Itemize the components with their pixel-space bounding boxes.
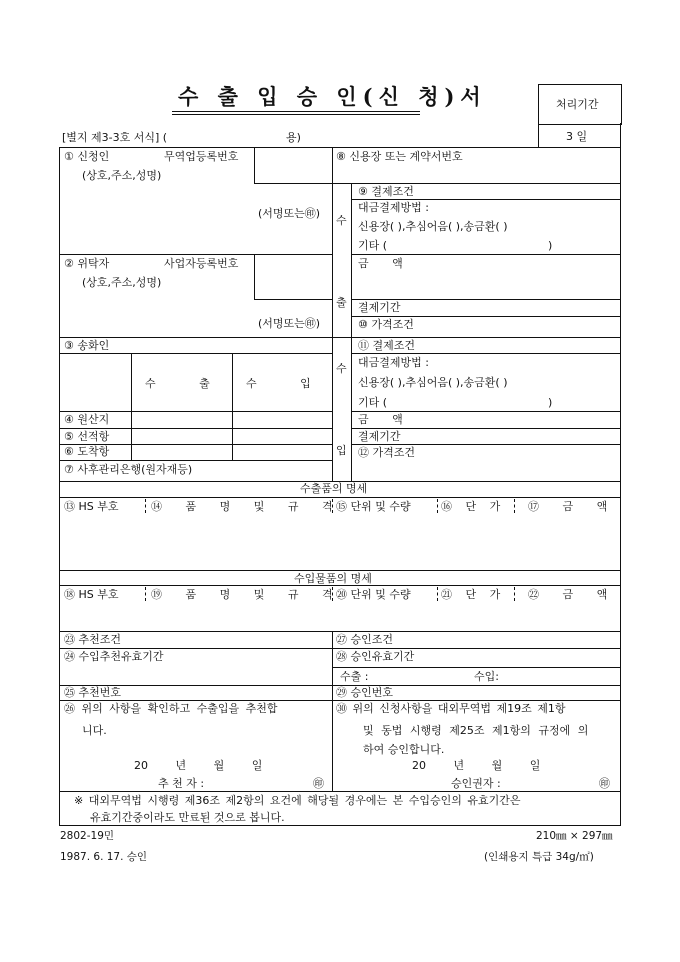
export-col-sep-4 — [514, 499, 515, 513]
import-item-name-header: ⑲ 품 명 및 규 격 — [151, 588, 333, 601]
export-col-sep-1 — [145, 499, 146, 513]
approval-conditions-label: ㉗ 승인조건 — [336, 633, 394, 646]
import-payment-other-close: ) — [548, 396, 553, 409]
form-reference-suffix: 용) — [286, 131, 301, 144]
footer-paper-size: 210㎜ × 297㎜ — [536, 830, 613, 842]
import-col-sep-3 — [437, 587, 438, 601]
bank-top-line — [59, 460, 332, 461]
consignor-reg-box-bottom — [254, 299, 332, 300]
consignor-sub-label: (상호,주소,성명) — [82, 276, 162, 289]
origin-label: ④ 원산지 — [64, 413, 110, 426]
import-payment-terms-label: ⑪ 결제조건 — [358, 339, 416, 352]
consignor-business-reg-label: 사업자등록번호 — [164, 257, 239, 270]
export-col-sep-3 — [437, 499, 438, 513]
processing-box-extension-left — [538, 123, 539, 147]
import-payment-terms-bottom — [351, 353, 620, 354]
footer-paper-type: (인쇄용지 특급 34g/㎡) — [484, 851, 594, 863]
import-side-label-top: 수 — [336, 362, 347, 375]
approver-seal: ㊞ — [599, 777, 610, 790]
validity-import-label: 수입: — [474, 670, 499, 683]
consignor-label: ② 위탁자 — [64, 257, 110, 270]
shipper-export-column: 수 출 — [145, 377, 210, 390]
loading-port-label: ⑤ 선적항 — [64, 430, 110, 443]
export-price-terms-top-line — [351, 316, 620, 317]
footer-form-number: 2802-19민 — [60, 830, 115, 842]
arrival-port-label: ⑥ 도착항 — [64, 445, 110, 458]
import-unit-qty-header: ⑳ 단위 및 수량 — [336, 588, 411, 601]
import-amount-top-line — [351, 411, 620, 412]
frame-right-line — [620, 147, 621, 825]
form-reference: [별지 제3-3호 서식] ( — [62, 131, 168, 144]
export-payment-period-label: 결제기간 — [358, 301, 401, 314]
recommender-seal: ㊞ — [313, 777, 324, 790]
center-divider-lower — [332, 631, 333, 791]
export-period-top-line — [351, 299, 620, 300]
recommendation-statement-line-2: 니다. — [82, 724, 107, 737]
import-col-sep-1 — [145, 587, 146, 601]
export-payment-method-label: 대금결제방법 : — [358, 201, 429, 214]
import-hs-code-header: ⑱ HS 부호 — [64, 588, 119, 601]
applicant-reg-box-left — [254, 147, 255, 183]
consignor-signature: (서명또는㊞) — [258, 317, 321, 330]
applicant-signature: (서명또는㊞) — [258, 207, 321, 220]
applicant-trade-reg-label: 무역업등록번호 — [164, 150, 239, 163]
loading-port-top-line — [59, 428, 332, 429]
processing-period-value: 3 일 — [566, 130, 588, 143]
export-unit-qty-header: ⑮ 단위 및 수량 — [336, 500, 411, 513]
statement-top-line — [59, 700, 621, 701]
lc-contract-number-label: ⑧ 신용장 또는 계약서번호 — [336, 150, 463, 163]
validity-export-import-line — [332, 667, 620, 668]
export-hs-code-header: ⑬ HS 부호 — [64, 500, 119, 513]
shipper-label: ③ 송화인 — [64, 339, 110, 352]
import-price-terms-top-line — [351, 444, 620, 445]
shipper-header-bottom — [59, 353, 332, 354]
import-side-label-bottom: 입 — [336, 444, 347, 457]
recommendation-statement-line-1: ㉖ 위의 사항을 확인하고 수출입을 추천합 — [64, 702, 278, 715]
import-unit-price-header: ㉑ 단 가 — [441, 588, 501, 601]
export-payment-terms-label: ⑨ 결제조건 — [358, 185, 414, 198]
recommender-label: 추 천 자 : — [158, 777, 205, 790]
import-goods-top-line — [59, 570, 621, 571]
export-amount-label: 금 액 — [358, 257, 403, 270]
post-management-bank-label: ⑦ 사후관리은행(원자재등) — [64, 463, 193, 476]
applicant-reg-box-bottom — [254, 183, 332, 184]
shipper-top-line — [59, 337, 332, 338]
approver-label: 승인권자 : — [451, 777, 501, 790]
recommendation-conditions-label: ㉓ 추천조건 — [64, 633, 122, 646]
export-col-sep-2 — [332, 499, 333, 513]
consignor-reg-box-left — [254, 254, 255, 299]
lc-row-bottom — [332, 183, 620, 184]
shipper-import-column: 수 입 — [246, 377, 311, 390]
note-line-1: ※ 대외무역법 시행령 제36조 제2항의 요건에 해당될 경우에는 본 수입승인의 유효기간은 — [74, 794, 521, 807]
origin-top-line — [59, 411, 332, 412]
footer-approval-date: 1987. 6. 17. 승인 — [60, 851, 148, 863]
processing-box-extension-right — [620, 123, 621, 147]
import-goods-heading: 수입물품의 명세 — [294, 572, 372, 585]
applicant-label: ① 신청인 — [64, 150, 110, 163]
import-payment-other: 기타 ( — [358, 396, 388, 409]
import-recommendation-validity-label: ㉔ 수입추천유효기간 — [64, 650, 164, 663]
export-import-side-divider — [351, 183, 352, 481]
title-underline — [172, 111, 420, 112]
import-period-top-line — [351, 428, 620, 429]
validity-export-label: 수출 : — [340, 670, 369, 683]
export-goods-heading: 수출품의 명세 — [300, 482, 368, 495]
export-payment-other-close: ) — [548, 239, 553, 252]
title-underline-2 — [172, 114, 420, 115]
export-side-label-bottom: 출 — [336, 296, 347, 309]
approval-date: 20 년 월 일 — [412, 759, 541, 772]
note-line-2: 유효기간중이라도 만료된 것으로 봅니다. — [90, 811, 285, 824]
export-import-split-line — [332, 337, 620, 338]
export-goods-heading-bottom — [59, 497, 621, 498]
recommendation-date: 20 년 월 일 — [134, 759, 263, 772]
note-top-line — [59, 791, 621, 792]
bottom-section-top-line — [59, 631, 621, 632]
validity-top-line — [59, 648, 621, 649]
export-amount-top-line — [351, 254, 620, 255]
import-col-sep-2 — [332, 587, 333, 601]
import-payment-method-label: 대금결제방법 : — [358, 356, 429, 369]
import-amount-header: ㉒ 금 액 — [528, 588, 608, 601]
frame-bottom-line — [59, 825, 621, 826]
import-payment-period-label: 결제기간 — [358, 430, 401, 443]
export-side-label-top: 수 — [336, 214, 347, 227]
export-amount-header: ⑰ 금 액 — [528, 500, 608, 513]
consignor-top-line — [59, 254, 332, 255]
applicant-sub-label: (상호,주소,성명) — [82, 169, 162, 182]
center-divider-upper — [332, 147, 333, 481]
export-item-name-header: ⑭ 품 명 및 규 격 — [151, 500, 333, 513]
frame-left-line — [59, 147, 60, 825]
export-payment-options: 신용장( ),추심어음( ),송금환( ) — [358, 220, 508, 233]
import-col-sep-4 — [514, 587, 515, 601]
import-amount-label: 금 액 — [358, 413, 403, 426]
processing-period-label: 처리기간 — [556, 98, 599, 111]
export-payment-terms-bottom — [351, 199, 620, 200]
approval-validity-label: ㉘ 승인유효기간 — [336, 650, 415, 663]
export-price-terms-label: ⑩ 가격조건 — [358, 318, 414, 331]
approval-statement-line-1: ㉚ 위의 신청사항을 대외무역법 제19조 제1항 — [336, 702, 566, 715]
approval-number-label: ㉙ 승인번호 — [336, 686, 394, 699]
recommendation-number-label: ㉕ 추천번호 — [64, 686, 122, 699]
approval-statement-line-3: 하여 승인합니다. — [363, 743, 445, 756]
form-title: 수 출 입 승 인(신 청)서 — [178, 84, 487, 109]
import-price-terms-label: ⑫ 가격조건 — [358, 446, 416, 459]
export-payment-other: 기타 ( — [358, 239, 388, 252]
frame-top-line — [59, 147, 621, 148]
import-payment-options: 신용장( ),추심어음( ),송금환( ) — [358, 376, 508, 389]
approval-statement-line-2: 및 동법 시행령 제25조 제1항의 규정에 의 — [363, 724, 589, 737]
import-goods-heading-bottom — [59, 585, 621, 586]
export-unit-price-header: ⑯ 단 가 — [441, 500, 501, 513]
